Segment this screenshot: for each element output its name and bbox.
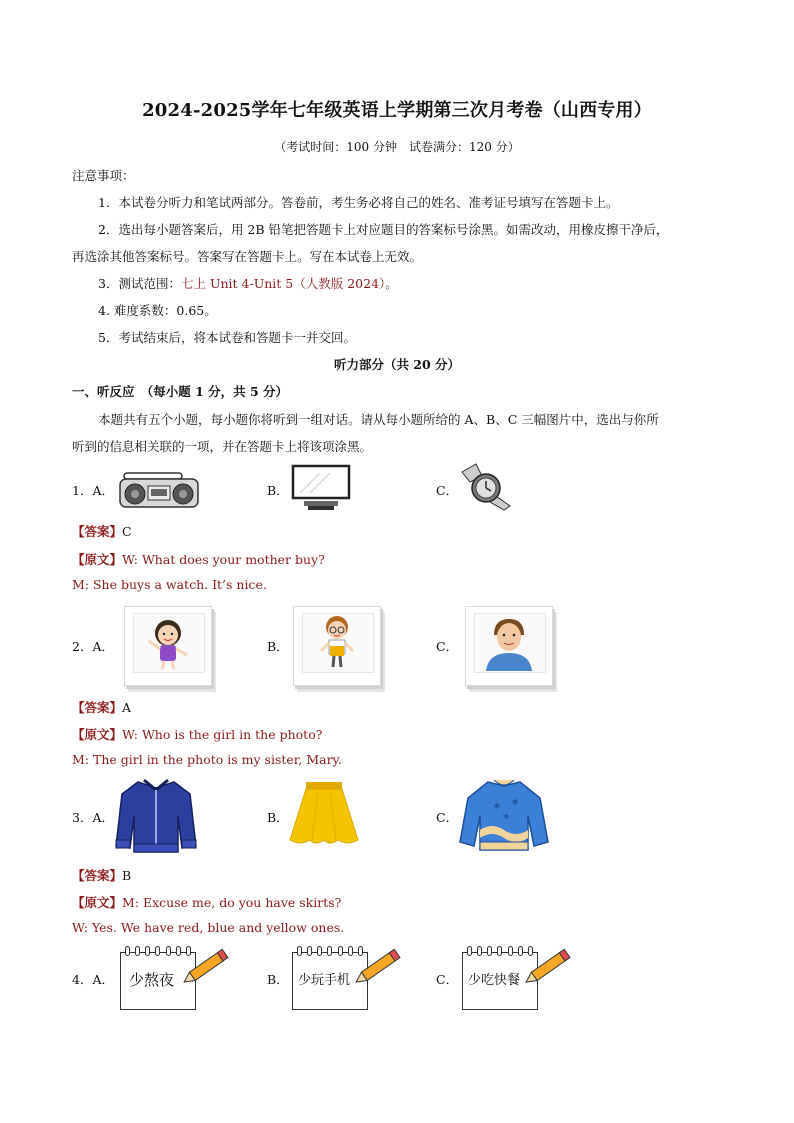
q1-option-a-label: 1．A． [72,483,114,498]
notice-item-1: 1．本试卷分听力和笔试两部分。答卷前，考生务必将自己的姓名、准考证号填写在答题卡上。 [98,195,619,210]
q3-option-a-label: 3．A． [72,810,114,825]
q2-answer [72,698,131,716]
notice-item-4: 4. 难度系数：0.65。 [98,303,217,318]
answer-value: B [122,868,132,883]
pencil-icon [522,948,574,988]
q3-option-b-label: B． [267,810,289,825]
radio-icon [118,470,200,510]
note-text-c: 少吃快餐 [468,973,521,988]
answer-tag: 【答案】 [72,700,123,715]
q1-option-c-label: C． [436,483,459,498]
section-title: 听力部分（共 20 分） [333,357,461,372]
q2-option-a-label: 2．A． [72,639,114,654]
script-tag: 【原文】 [72,552,123,567]
boy-photo [293,606,381,686]
page-title: 2024-2025学年七年级英语上学期第三次月考卷（山西专用） [142,100,652,121]
q1-option-b-label: B． [267,483,289,498]
scope-value: 七上 Unit 4-Unit 5（人教版 2024） [180,276,386,291]
script-tag: 【原文】 [72,727,123,742]
q4-option-a-label: 4．A． [72,972,114,987]
svg-text:✶: ✶ [492,799,503,813]
script-tag: 【原文】 [72,895,123,910]
instructions-line-1: 本题共有五个小题，每小题你将听到一组对话。请从每小题所给的 A、B、C 三幅图片中，选出与你所 [98,412,659,427]
man-icon [480,615,538,671]
boy-icon [310,613,364,671]
pencil-icon [352,948,404,988]
exam-info: （考试时间：100 分钟 试卷满分：120 分） [274,140,520,154]
notice-item-2: 2．选出每小题答案后，用 2B 铅笔把答题卡上对应题目的答案标号涂黑。如需改动，用橡皮擦干净后， [98,222,669,237]
script-text: W: What does your mother buy? [122,552,325,567]
q3-script-line-1 [72,893,341,911]
q3-option-c-label: C． [436,810,459,825]
q3-script-line-2: W: Yes. We have red, blue and yellow ones. [72,920,345,935]
q2-option-c-label: C． [436,639,459,654]
q1-script-line-1 [72,550,325,568]
watch-icon [458,462,518,512]
svg-text:✶: ✶ [502,812,511,823]
answer-value: C [122,524,132,539]
monitor-icon [290,463,352,513]
pencil-icon [180,948,232,988]
man-photo [465,606,553,686]
script-text: M: Excuse me, do you have skirts? [122,895,342,910]
q1-script-line-2: M: She buys a watch. It’s nice. [72,577,267,592]
q1-answer [72,522,132,540]
notice-heading: 注意事项： [72,168,135,183]
jacket-icon [114,776,198,856]
q3-answer [72,866,131,884]
notice-item-2-cont: 再选涂其他答案标号。答案写在答题卡上。写在本试卷上无效。 [72,249,423,264]
answer-value: A [122,700,132,715]
answer-tag: 【答案】 [72,524,123,539]
q2-option-b-label: B． [267,639,289,654]
answer-tag: 【答案】 [72,868,123,883]
note-text-a: 少熬夜 [129,971,175,989]
scope-end: 。 [385,276,398,291]
q2-script-line-2: M: The girl in the photo is my sister, Mary. [72,752,342,767]
part-title: 一、听反应 （每小题 1 分，共 5 分） [72,384,289,399]
sweater-icon [458,776,550,856]
girl-icon [141,615,195,671]
instructions-line-2: 听到的信息相关联的一项，并在答题卡上将该项涂黑。 [72,439,373,454]
girl-photo [124,606,212,686]
q4-option-b-label: B． [267,972,289,987]
script-text: W: Who is the girl in the photo? [122,727,323,742]
scope-label: 3．测试范围： [98,276,181,291]
notice-item-5: 5．考试结束后，将本试卷和答题卡一并交回。 [98,330,356,345]
skirt-icon [288,780,360,848]
note-text-b: 少玩手机 [298,973,351,988]
notice-item-3 [98,274,398,292]
q2-script-line-1 [72,725,322,743]
svg-text:✶: ✶ [510,795,521,809]
q4-option-c-label: C． [436,972,459,987]
